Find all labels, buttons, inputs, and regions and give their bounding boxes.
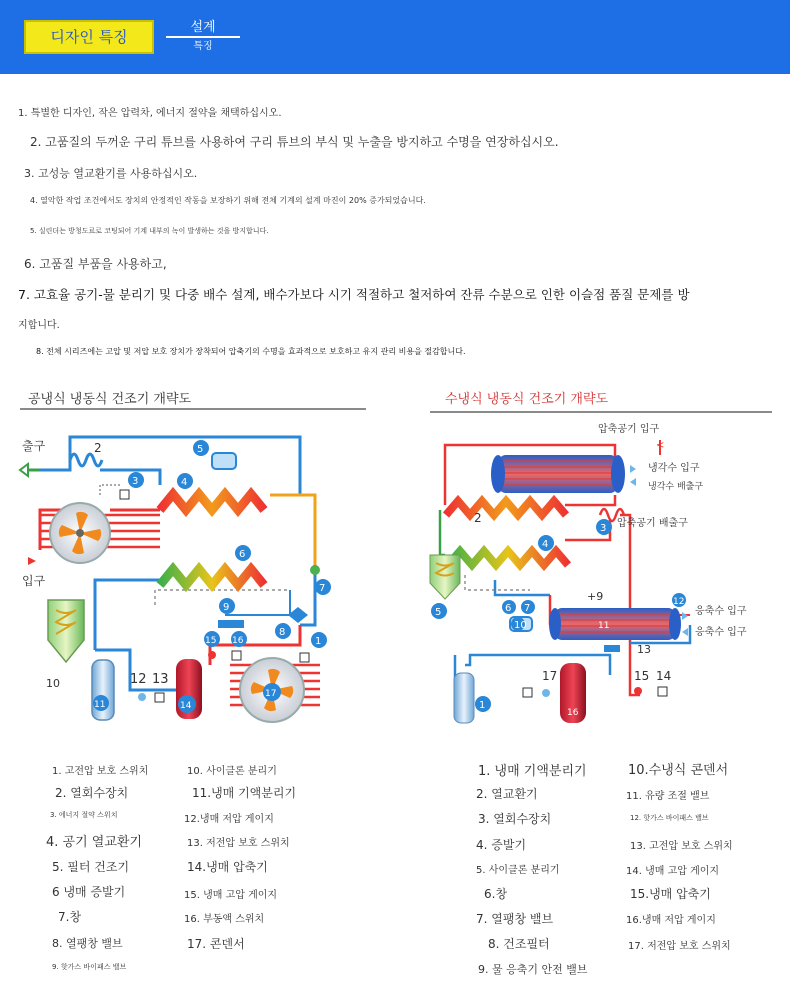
feature-8: 8. 전체 시리즈에는 고압 및 저압 보호 장치가 장착되어 압축기의 수명을 효과적으로 보호하고 유지 관리 비용을 절감합니다. [36,347,466,356]
legend-item: 14. 냉매 고압 게이지 [626,866,720,877]
right-num-16: 17 [542,669,558,683]
legend-item: 4. 증발기 [476,838,527,852]
legend-item: 5. 필터 건조기 [52,860,130,874]
feature-5: 5. 실린더는 방청도료로 코팅되어 기계 내부의 녹이 발생하는 것을 방지합니다. [30,227,269,235]
legend-item: 6.창 [484,887,508,901]
left-diagram-title: 공냉식 냉동식 건조기 개략도 [28,392,192,407]
right-num-11: 12 [673,597,685,607]
tab-sub-top-label: 설계 [166,20,240,38]
left-num-2: 2 [94,441,102,455]
legend-item: 9. 물 응축기 안전 밸브 [478,963,588,976]
legend-item: 14.냉매 압축기 [187,860,268,874]
legend-item: 13. 고전압 보호 스위치 [630,841,733,852]
legend-item: 1. 냉매 기액분리기 [478,764,587,779]
legend-item: 13. 저전압 보호 스위치 [187,838,290,849]
feature-6: 6. 고품질 부품을 사용하고, [24,257,167,271]
right-num-4: 4 [542,539,549,550]
left-num-12: 12 [130,672,147,687]
legend-item: 12.냉매 저압 게이지 [184,814,274,825]
right-num-7: 7 [524,603,531,614]
legend-item: 15. 냉매 고압 게이지 [184,890,278,901]
tab-design-features[interactable]: 디자인 특징 [24,20,154,54]
right-air-outlet-label: 압축공기 배출구 [617,518,688,529]
left-num-14: 14 [180,701,192,711]
right-cw-outlet-label: 냉각수 배출구 [648,482,704,492]
feature-2: 2. 고품질의 두꺼운 구리 튜브를 사용하여 구리 튜브의 부식 및 누출을 방지하고 수명을 연장하십시오. [30,135,559,149]
feature-1: 1. 특별한 디자인, 작은 압력차, 에너지 절약을 채택하십시오. [18,108,282,119]
tab-sub-bottom-label: 특징 [193,41,213,52]
left-num-6: 6 [239,549,246,560]
right-diagram-title: 수냉식 냉동식 건조기 개략도 [445,392,609,407]
right-title-rule [430,411,772,413]
right-num-10: 11 [598,621,610,631]
right-cond-inlet-2-label: 응축수 입구 [695,627,747,638]
water-cooled-schematic [420,415,790,730]
legend-item: 7.창 [58,910,82,924]
left-num-3: 3 [132,476,139,487]
legend-item: 8. 건조필터 [488,937,550,951]
left-num-9: 9 [223,602,230,613]
right-num-8: 10 [514,620,527,631]
legend-item: 6 냉매 증발기 [52,885,126,899]
feature-4: 4. 열악한 작업 조건에서도 장치의 안정적인 작동을 보장하기 위해 전체 기계의 설계 마진이 20% 증가되었습니다. [30,196,426,205]
legend-item: 11. 유량 조절 밸브 [626,791,710,802]
legend-item: 10. 사이클론 분리기 [187,766,277,777]
legend-item: 17. 저전압 보호 스위치 [628,941,731,952]
feature-7: 7. 고효율 공기-물 분리기 및 다중 배수 설계, 배수가보다 시기 적절하고 철저하여 잔류 수분으로 인한 이슬점 품질 문제를 방 [18,287,690,302]
right-cw-inlet-label: 냉각수 입구 [648,463,700,474]
right-num-6: 6 [505,603,512,614]
left-title-rule [20,408,366,410]
legend-item: 11.냉매 기액분리기 [192,786,297,800]
legend-item: 1. 고전압 보호 스위치 [52,766,149,777]
right-num-5: 5 [435,607,442,618]
legend-item: 2. 열교환기 [476,787,538,801]
legend-item: 4. 공기 열교환기 [46,835,143,850]
legend-item: 16. 부동액 스위치 [184,914,265,925]
legend-item: 5. 사이클론 분리기 [476,865,560,876]
legend-item: 8. 열팽창 밸브 [52,937,123,950]
left-num-8: 8 [279,627,286,638]
right-num-15: 16 [567,708,579,718]
left-num-11: 11 [94,700,106,710]
right-num-14: 15 [634,669,650,683]
legend-item: 17. 콘덴서 [187,937,245,951]
legend-item: 3. 에너지 절약 스위치 [50,811,118,819]
left-num-17: 17 [265,689,277,699]
left-num-5: 5 [197,444,204,455]
legend-item: 12. 핫가스 바이패스 밸브 [630,814,709,822]
right-cond-inlet-1-label: 응축수 입구 [695,606,747,617]
legend-item: 2. 열회수장치 [55,786,129,800]
left-num-15: 15 [205,636,217,646]
right-num-2: 2 [474,511,482,525]
feature-7-cont: 지합니다. [18,320,60,331]
left-num-16: 16 [232,636,244,646]
right-num-12: 13 [637,643,651,656]
legend-item: 3. 열회수장치 [478,812,552,826]
legend-item: 10.수냉식 콘덴서 [628,763,729,778]
left-num-13: 13 [152,672,169,687]
right-num-1: 1 [479,700,486,711]
left-inlet-label: 입구 [22,574,46,588]
legend-item: 15.냉매 압축기 [630,887,711,901]
left-outlet-label: 출구 [22,439,46,453]
air-cooled-schematic [0,415,380,730]
right-num-9: +9 [587,590,604,603]
left-num-4: 4 [181,477,188,488]
feature-3: 3. 고성능 열교환기를 사용하십시오. [24,167,198,180]
legend-item: 16.냉매 저압 게이지 [626,915,716,926]
right-num-13: 14 [656,669,672,683]
left-num-7: 7 [319,583,326,594]
right-air-inlet-label: 압축공기 입구 [598,424,660,435]
left-num-1: 1 [315,636,322,647]
tab-design-sub[interactable] [158,20,248,58]
svg-text:<: < [656,440,665,451]
legend-item: 7. 열팽창 밸브 [476,912,554,926]
legend-item: 9. 핫가스 바이패스 밸브 [52,963,127,971]
right-num-3: 3 [600,523,607,534]
left-num-10: 10 [46,677,60,690]
